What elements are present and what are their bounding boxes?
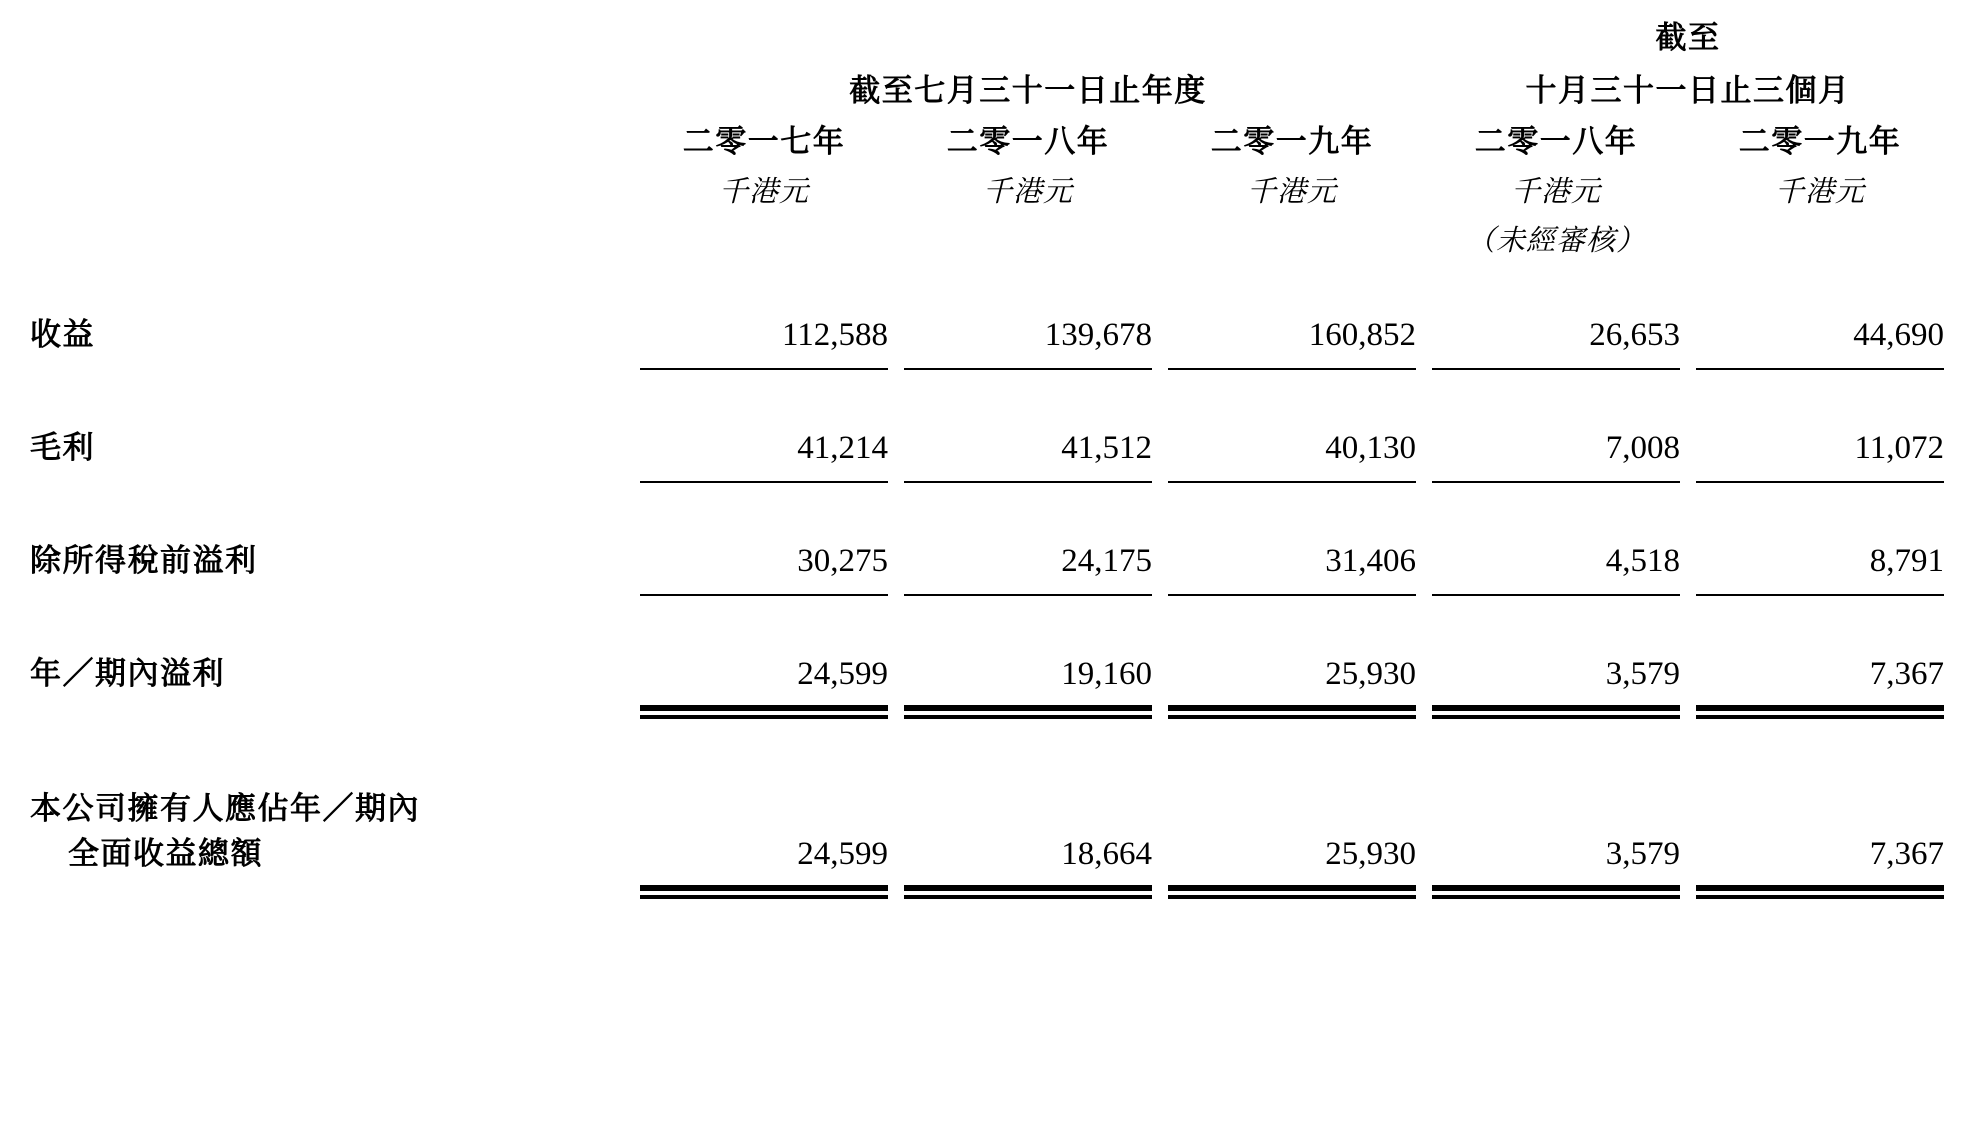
cell-total-comprehensive-income-fy2018: 18,664 — [1061, 836, 1152, 872]
spacer-cell — [30, 600, 1960, 648]
rule-cell — [904, 586, 1168, 600]
spacer-cell — [30, 487, 1960, 535]
row-label-line2: 全面收益總額 — [68, 836, 263, 871]
cell-total-comprehensive-income-q2018: 3,579 — [1605, 836, 1680, 872]
header-note-fy2017 — [640, 212, 904, 261]
rule-cell — [640, 586, 904, 600]
rule-blank — [30, 473, 640, 487]
header-row-group — [30, 61, 1960, 114]
cell-profit-before-tax-fy2019: 31,406 — [1325, 543, 1416, 579]
cell-profit-for-period-fy2019: 25,930 — [1325, 656, 1416, 692]
rule-blank — [30, 360, 640, 374]
spacer-row — [30, 600, 1960, 648]
document-page — [0, 8, 1980, 1122]
header-unit-fy2017: 千港元 — [718, 176, 809, 208]
cell-profit-before-tax-fy2018: 24,175 — [1061, 543, 1152, 579]
header-corner-blank — [30, 8, 640, 61]
cell-profit-for-period-fy2018: 19,160 — [1061, 656, 1152, 692]
row-label-total-comprehensive-income — [30, 783, 640, 879]
rule-cell — [1696, 360, 1960, 374]
table-row — [30, 535, 1960, 586]
header-blank-1 — [640, 8, 904, 61]
header-blank-2 — [904, 8, 1168, 61]
rule-cell — [640, 360, 904, 374]
header-unit-fy2019: 千港元 — [1246, 176, 1337, 208]
cell-gross-profit-fy2017: 41,214 — [797, 430, 888, 466]
rule-cell — [904, 879, 1168, 899]
header-period-q2018: 二零一八年 — [1474, 124, 1638, 159]
rule-cell — [1432, 699, 1696, 719]
cell-revenue-q2019: 44,690 — [1853, 317, 1944, 353]
row-label-line2-wrap — [30, 828, 640, 873]
header-unit-fy2018: 千港元 — [982, 176, 1073, 208]
header-row-units — [30, 163, 1960, 212]
header-row-periods — [30, 114, 1960, 163]
rule-cell — [1696, 699, 1960, 719]
rule-row-profit-before-tax — [30, 586, 1960, 600]
header-row-notes — [30, 212, 1960, 261]
rule-cell — [640, 879, 904, 899]
header-unit-q2019: 千港元 — [1774, 176, 1865, 208]
cell-revenue-fy2018: 139,678 — [1044, 317, 1152, 353]
cell-profit-for-period-q2018: 3,579 — [1605, 656, 1680, 692]
rule-cell — [1168, 879, 1432, 899]
row-label-gross-profit: 毛利 — [30, 430, 95, 465]
table-row — [30, 783, 1960, 879]
rule-cell — [1432, 360, 1696, 374]
header-note-fy2018 — [904, 212, 1168, 261]
header-corner-blank-5 — [30, 212, 640, 261]
cell-revenue-fy2019: 160,852 — [1308, 317, 1416, 353]
header-blank-3 — [1168, 8, 1432, 61]
cell-gross-profit-q2019: 11,072 — [1854, 430, 1944, 466]
header-quarter-line1: 截至 — [1655, 20, 1721, 55]
header-period-fy2017: 二零一七年 — [682, 124, 846, 159]
rule-row-gross-profit — [30, 473, 1960, 487]
header-corner-blank-2 — [30, 61, 640, 114]
rule-cell — [640, 473, 904, 487]
rule-cell — [1432, 586, 1696, 600]
rule-blank — [30, 586, 640, 600]
spacer-cell — [30, 719, 1960, 783]
cell-profit-for-period-fy2017: 24,599 — [797, 656, 888, 692]
header-period-fy2019: 二零一九年 — [1210, 124, 1374, 159]
rule-cell — [904, 473, 1168, 487]
spacer-cell — [30, 261, 1960, 309]
row-label-line1: 本公司擁有人應佔年／期內 — [30, 791, 420, 826]
header-note-fy2019 — [1168, 212, 1432, 261]
header-row-quarter-line1 — [30, 8, 1960, 61]
cell-total-comprehensive-income-fy2019: 25,930 — [1325, 836, 1416, 872]
rule-cell — [1168, 473, 1432, 487]
header-period-fy2018: 二零一八年 — [946, 124, 1110, 159]
rule-cell — [1168, 699, 1432, 719]
spacer-row — [30, 487, 1960, 535]
rule-cell — [1696, 879, 1960, 899]
rule-cell — [904, 360, 1168, 374]
header-group-quarter: 十月三十一日止三個月 — [1525, 73, 1851, 108]
rule-row-total-comprehensive-income — [30, 879, 1960, 899]
cell-total-comprehensive-income-q2019: 7,367 — [1869, 836, 1944, 872]
rule-cell — [1696, 473, 1960, 487]
header-unit-q2018: 千港元 — [1510, 176, 1601, 208]
header-note-q2019 — [1696, 212, 1960, 261]
rule-cell — [1168, 360, 1432, 374]
cell-revenue-fy2017: 112,588 — [781, 317, 888, 353]
rule-cell — [1696, 586, 1960, 600]
rule-cell — [1432, 879, 1696, 899]
cell-total-comprehensive-income-fy2017: 24,599 — [797, 836, 888, 872]
spacer-row — [30, 719, 1960, 783]
cell-gross-profit-fy2018: 41,512 — [1061, 430, 1152, 466]
header-group-years: 截至七月三十一日止年度 — [849, 73, 1207, 108]
rule-row-profit-for-period — [30, 699, 1960, 719]
rule-cell — [904, 699, 1168, 719]
cell-profit-before-tax-q2018: 4,518 — [1605, 543, 1680, 579]
spacer-cell — [30, 374, 1960, 422]
rule-blank — [30, 879, 640, 899]
cell-revenue-q2018: 26,653 — [1589, 317, 1680, 353]
spacer-row — [30, 374, 1960, 422]
rule-blank — [30, 699, 640, 719]
rule-cell — [1168, 586, 1432, 600]
rule-row-revenue — [30, 360, 1960, 374]
header-period-q2019: 二零一九年 — [1738, 124, 1902, 159]
row-label-profit-for-period: 年／期內溢利 — [30, 656, 225, 691]
header-corner-blank-4 — [30, 163, 640, 212]
header-note-q2018: （未經審核） — [1465, 225, 1646, 257]
financial-summary-table — [30, 8, 1960, 899]
row-label-profit-before-tax: 除所得稅前溢利 — [30, 543, 258, 578]
cell-gross-profit-q2018: 7,008 — [1605, 430, 1680, 466]
cell-profit-before-tax-fy2017: 30,275 — [797, 543, 888, 579]
rule-cell — [640, 699, 904, 719]
table-row — [30, 648, 1960, 699]
table-row — [30, 422, 1960, 473]
spacer-after-header — [30, 261, 1960, 309]
rule-cell — [1432, 473, 1696, 487]
row-label-revenue: 收益 — [30, 317, 95, 352]
cell-gross-profit-fy2019: 40,130 — [1325, 430, 1416, 466]
cell-profit-before-tax-q2019: 8,791 — [1869, 543, 1944, 579]
cell-profit-for-period-q2019: 7,367 — [1869, 656, 1944, 692]
header-corner-blank-3 — [30, 114, 640, 163]
table-row — [30, 309, 1960, 360]
